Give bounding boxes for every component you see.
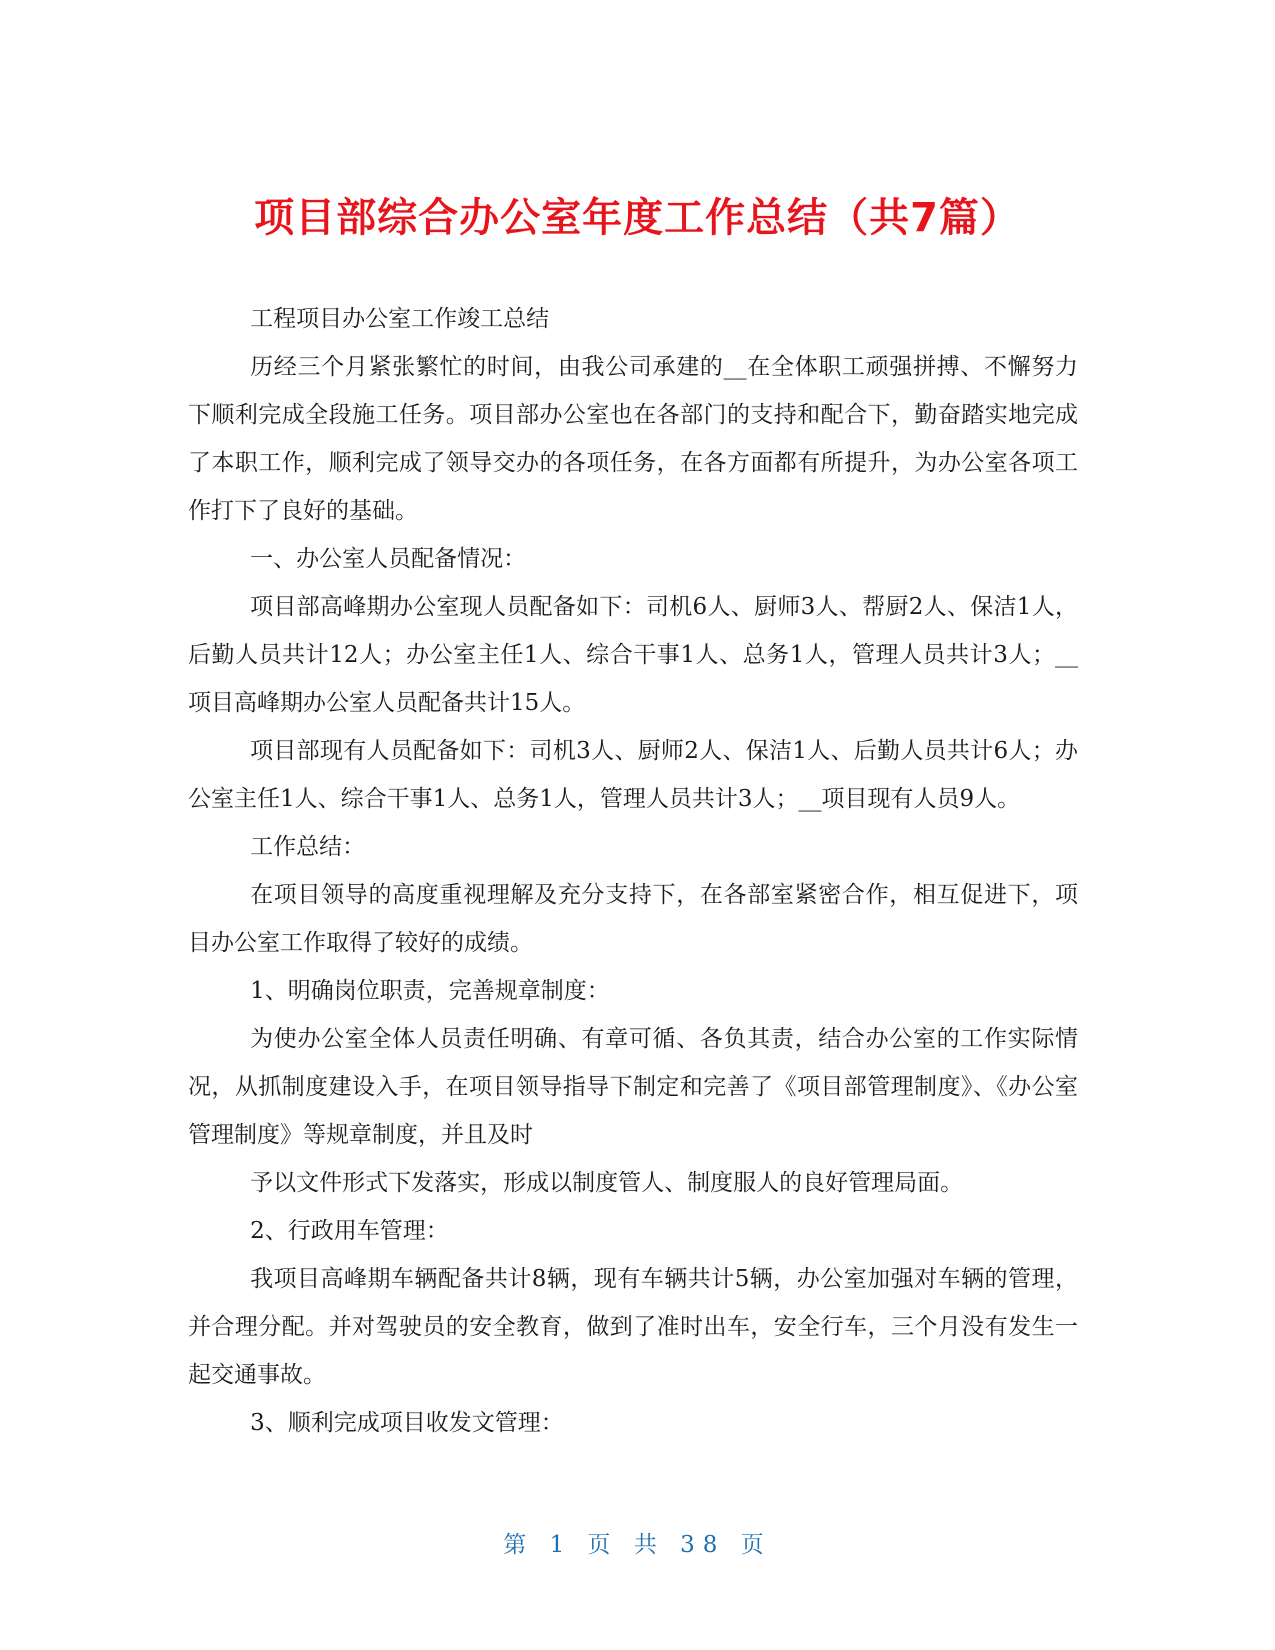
- paragraph-item-1: 为使办公室全体人员责任明确、有章可循、各负其责，结合办公室的工作实际情况，从抓制度建设入手，在项目领导指导下制定和完善了《项目部管理制度》、《办公室管理制度》等规章制度，并且及时: [188, 1026, 1078, 1148]
- paragraph-intro: 历经三个月紧张繁忙的时间，由我公司承建的__在全体职工顽强拼搏、不懈努力下顺利完成全段施工任务。项目部办公室也在各部门的支持和配合下，勤奋踏实地完成了本职工作，顺利完成了领导交办的各项任务，在各方面都有所提升，为办公室各项工作打下了良好的基础。: [188, 354, 1078, 524]
- section-heading-summary: 工作总结：: [250, 834, 366, 860]
- item-heading-1: 1、明确岗位职责，完善规章制度：: [250, 978, 610, 1004]
- section-heading-staffing: 一、办公室人员配备情况：: [250, 546, 527, 572]
- paragraph-heading: 工程项目办公室工作竣工总结: [250, 306, 550, 332]
- document-body: [188, 295, 1078, 1447]
- page-number-footer: 第 1 页 共 38 页: [503, 1532, 772, 1558]
- paragraph-item-1-cont: 予以文件形式下发落实，形成以制度管人、制度服人的良好管理局面。: [250, 1170, 964, 1196]
- paragraph-item-2: 我项目高峰期车辆配备共计8辆，现有车辆共计5辆，办公室加强对车辆的管理，并合理分配。并对驾驶员的安全教育，做到了准时出车，安全行车，三个月没有发生一起交通事故。: [188, 1266, 1078, 1388]
- paragraph-summary: 在项目领导的高度重视理解及充分支持下，在各部室紧密合作，相互促进下，项目办公室工作取得了较好的成绩。: [188, 882, 1078, 956]
- item-heading-3: 3、顺利完成项目收发文管理：: [250, 1410, 564, 1436]
- item-heading-2: 2、行政用车管理：: [250, 1218, 449, 1244]
- paragraph-peak-staffing: 项目部高峰期办公室现人员配备如下：司机6人、厨师3人、帮厨2人、保洁1人，后勤人员共计12人；办公室主任1人、综合干事1人、总务1人，管理人员共计3人；__项目高峰期办公室人员配备共计15人。: [188, 594, 1078, 716]
- paragraph-current-staffing: 项目部现有人员配备如下：司机3人、厨师2人、保洁1人、后勤人员共计6人；办公室主任1人、综合干事1人、总务1人，管理人员共计3人；__项目现有人员9人。: [188, 738, 1078, 812]
- document-title: 项目部综合办公室年度工作总结（共7篇）: [254, 194, 1021, 241]
